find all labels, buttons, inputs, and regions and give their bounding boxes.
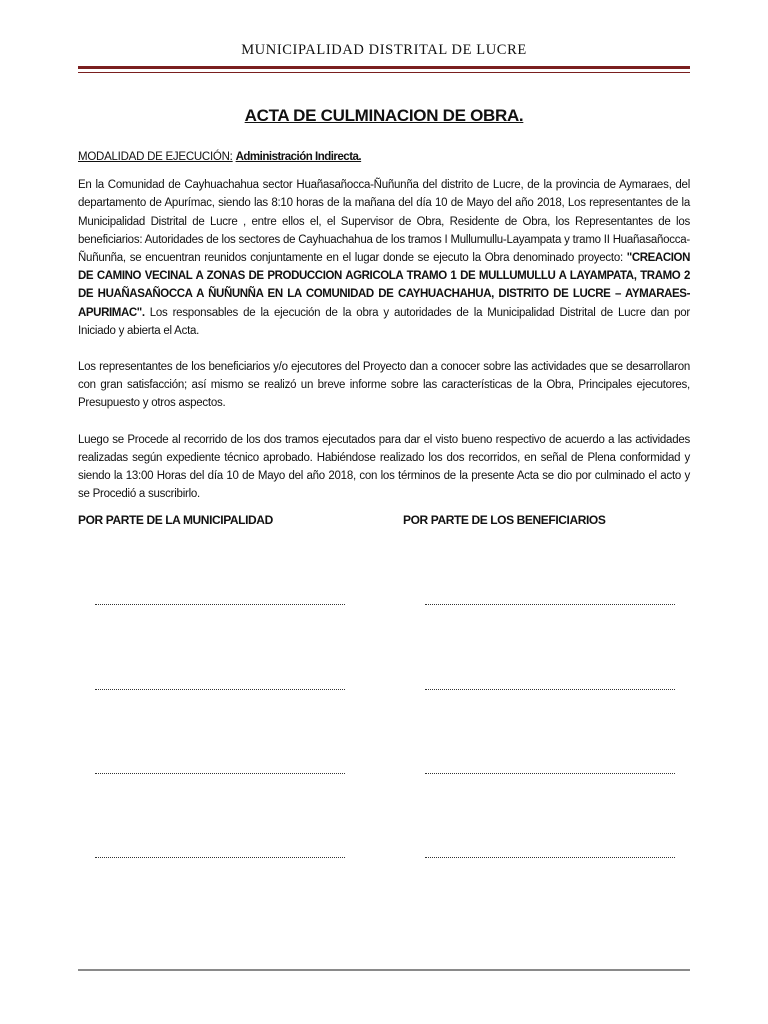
header-divider-thin: [78, 72, 690, 73]
signature-line: [425, 773, 675, 774]
paragraph-opening-text: En la Comunidad de Cayhuachahua sector Huañasañocca-Ñuñunña del distrito de Lucre, de la provincia de Aymaraes, del departamento de Apurímac, siendo las 8:10 horas de la mañana del día 10 de Mayo del año 2018, Los representantes de la Municipalidad Distrital de Lucre , entre ellos el, el Supervisor de Obra, Residente de Obra, los Representantes de los beneficiarios: Autoridades de los sectores de Cayhuachahua de los tramos I Mullumullu-Layampata y tramo II Huañasañocca-Ñuñunña, se encuentran reunidos conjuntamente en el lugar donde se ejecuto la Obra denominado proyecto:: [78, 179, 690, 265]
signature-heading-municipality: POR PARTE DE LA MUNICIPALIDAD: [78, 513, 273, 527]
project-name: "CREACION DE CAMINO VECINAL A ZONAS DE PRODUCCION AGRICOLA TRAMO 1 DE MULLUMULLU A LAYAMPATA, TRAMO 2 DE HUAÑASAÑOCCA A ÑUÑUNÑA EN LA COMUNIDAD DE CAYHUACHAHUA, DISTRITO DE LUCRE – AYMARAES-APURIMAC".: [78, 252, 690, 319]
signature-line: [95, 773, 345, 774]
municipality-header: MUNICIPALIDAD DISTRITAL DE LUCRE: [241, 42, 527, 58]
footer-divider: [78, 969, 690, 971]
modalidad-line: [78, 148, 690, 166]
modalidad-value: Administración Indirecta.: [235, 151, 362, 163]
signature-line: [425, 604, 675, 605]
paragraph-conclusion: Luego se Procede al recorrido de los dos tramos ejecutados para dar el visto bueno respectivo de acuerdo a las actividades realizadas según expediente técnico aprobado. Habiéndose realizado los dos recorridos, en señal de Plena conformidad y siendo la 13:00 Horas del día 10 de Mayo del año 2018, con los términos de la presente Acta se dio por culminado el acto y se Procedió a suscribirlo.: [78, 433, 690, 501]
signature-line: [95, 689, 345, 690]
signature-heading-beneficiaries: POR PARTE DE LOS BENEFICIARIOS: [403, 513, 606, 527]
paragraph-activities: Los representantes de los beneficiarios y/o ejecutores del Proyecto dan a conocer sobre las actividades que se desarrollaron con gran satisfacción; así mismo se realizó un breve informe sobre las características de la Obra, Principales ejecutores, Presupuesto y otros aspectos.: [78, 361, 690, 410]
signature-line: [95, 857, 345, 858]
paragraph-opening-closing: Los responsables de la ejecución de la obra y autoridades de la Municipalidad Distrital de Lucre dan por Iniciado y abierta el Acta.: [78, 306, 690, 337]
paragraph-opening: [78, 176, 690, 340]
document-body: [78, 148, 690, 521]
signature-line: [425, 857, 675, 858]
header-divider-thick: [78, 66, 690, 69]
modalidad-label: MODALIDAD DE EJECUCIÓN:: [78, 151, 233, 163]
signature-line: [95, 604, 345, 605]
signature-line: [425, 689, 675, 690]
document-title: ACTA DE CULMINACION DE OBRA.: [244, 106, 524, 125]
